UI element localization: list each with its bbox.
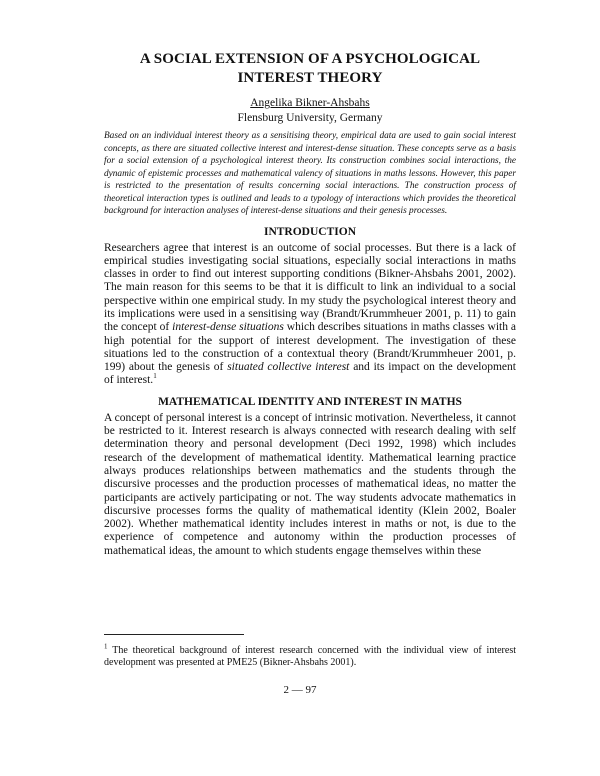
mathematical-identity-paragraph: A concept of personal interest is a concept of intrinsic motivation. Nevertheless, it cannot be restricted to it. Interest research is always connected with research dealing with self determination theory and personal development (Deci 1992, 1998) which includes research of the development of mathematical identity. Mathematical learning practice always produces relationships between mathematics and the students through the discursive processes and the production processes of mathematical ideas, no matter the participants are actively participating or not. The way students advocate mathematics in discursive processes forms the quality of mathematical identity (Klein 2002, Boaler 2002). Whether mathematical identity includes interest in maths or not, is due to the experience of competence and autonomy within the production processes of mathematical ideas, the amount to which students engage themselves within these xyxy=(104,411,516,557)
footnote-text: The theoretical background of interest research concerned with the individual view of interest development was presented at PME25 (Bikner-Ahsbahs 2001). xyxy=(104,645,516,669)
abstract: Based on an individual interest theory as a sensitising theory, empirical data are used to gain social interest concepts, as there are situated collective interest and interest-dense situation. These concepts serve as a basis for a social extension of a psychological interest theory. Its construction combines social interactions, the dynamic of epistemic processes and mathematical valency of situations in maths lessons. However, this paper is restricted to the presentation of results concerning social interactions. The construction process of theoretical interaction types is outlined and leads to a typology of interactions which provides the theoretical background for interaction analyses of interest-dense situations and their genesis processes. xyxy=(104,131,516,216)
title-line-2: INTEREST THEORY xyxy=(237,70,383,86)
footnote-mark: 1 xyxy=(104,642,108,651)
introduction-paragraph: Researchers agree that interest is an outcome of social processes. But there is a lack of empirical studies investigating social situations, especially social interactions in maths classes in order to find out interest supporting conditions (Bikner-Ahsbahs 2001, 2002). The main reason for this seems to be that it is difficult to link an individual to a social perspective within one empirical study. In my study the psychological interest theory and its implications were used in a sensitising way (Brandt/Krummheuer 2001, p. 11) to gain the concept of interest-dense situations which describes situations in maths classes with a high potential for the support of interest development. The investigation of these situations led to the construction of a contextual theory (Brandt/Krummheuer 2001, p. 199) about the genesis of situated collective interest and its impact on the development of interest.$^1$ xyxy=(104,241,517,387)
section-heading-mathematical-identity: MATHEMATICAL IDENTITY AND INTEREST IN MATHS xyxy=(158,395,462,408)
section-heading-introduction: INTRODUCTION xyxy=(263,225,356,238)
title-line-1: A SOCIAL EXTENSION OF A PSYCHOLOGICAL xyxy=(139,51,481,67)
page-number: 2 — 97 xyxy=(283,684,317,696)
paper-title xyxy=(104,50,516,88)
affiliation: Flensburg University, Germany xyxy=(237,112,383,124)
footnote xyxy=(104,642,516,670)
footnote-divider xyxy=(104,634,244,635)
author-name: Angelika Bikner-Ahsbahs xyxy=(250,97,370,109)
footnote-reference[interactable]: 1 xyxy=(153,372,157,381)
paper-page xyxy=(104,50,516,558)
term-interest-dense-situations: interest-dense situations xyxy=(172,321,284,334)
term-situated-collective-interest: situated collective interest xyxy=(227,361,350,374)
